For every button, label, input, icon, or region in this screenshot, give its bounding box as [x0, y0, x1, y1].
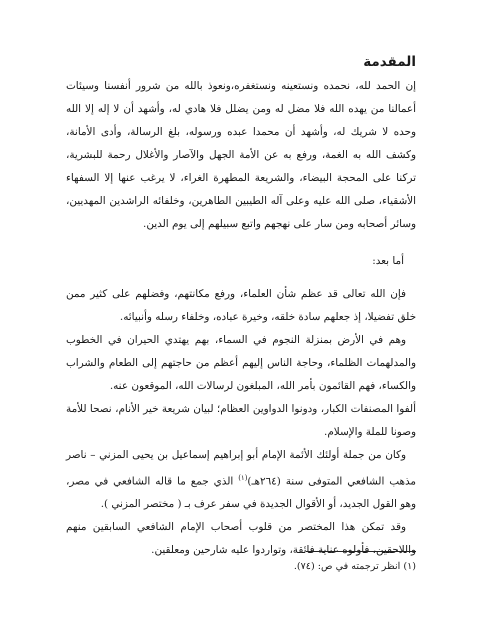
- footnote-marker: (١): [238, 474, 248, 482]
- page-title: المقدمة: [363, 54, 416, 70]
- intro-paragraph: إن الحمد لله، نحمده ونستعينه ونستغفره،ونعوذ بالله من شرور أنفسنا وسيئات أعمالنا من يهده الله فلا مضل له ومن يضلل فلا هادي له، وأشهد أن لا إله إلا الله وحده لا شريك له، وأشهد أن محمدا عبده ورسوله، بلغ الرسالة، وأدى الأمانة، وكشف الله به الغمة، ورفع به عن الأمة الجهل والآصار والأغلال رحمة للبشرية، تركنا على المحجة البيضاء، والشريعة المطهرة الغراء، لا يرغب عنها إلا السفهاء الأشقياء، صلى الله عليه وعلى آله الطيبين الطاهرين، وخلفائه الراشدين المهديين، وسائر أصحابه ومن سار على نهجهم واتبع سبيلهم إلى يوم الدين.: [66, 80, 416, 230]
- paragraph-scholars-stars: وهم في الأرض بمنزلة النجوم في السماء، بهم يهتدي الحيران في الخطوب والمدلهمات الظلماء، وحاجة الناس إليهم أعظم من حاجتهم إلى الطعام والشراب والكساء، فهم القائمون بأمر الله، المبلغون لرسالات الله، الموقعون عنه.: [66, 334, 416, 392]
- paragraph-scholars-works: ألفوا المصنفات الكبار، ودونوا الدواوين العظام؛ لبيان شريعة خير الأنام، نصحا للأمة وصونا للملة والإسلام.: [66, 403, 416, 438]
- spacer: [66, 273, 416, 283]
- footnote-text: (١) انظر ترجمته في ص: (٧٤).: [293, 561, 416, 572]
- paragraph-muzani: [66, 444, 416, 516]
- footnote-divider: [306, 551, 416, 552]
- paragraph-muzani-part2: الذي جمع ما قاله الشافعي في مصر، وهو القول الجديد، أو الأقوال الجديدة في سفر عرف بـ ( مختصر المزني ).: [66, 475, 416, 511]
- spacer: [66, 236, 416, 250]
- paragraph-scholars-status: فإن الله تعالى قد عظم شأن العلماء، ورفع مكانتهم، وفضلهم على كثير ممن خلق تفضيلا، إذ جعلهم سادة خلقه، وخيرة عباده، وخلفاء رسله وأنبيائه.: [66, 288, 416, 323]
- footnote-area: [66, 551, 416, 576]
- paragraph-mukhtasar: وقد تمكن هذا المختصر من قلوب أصحاب الإمام الشافعي السابقين منهم واللاحقين، فأولوه عناية فائقة، وتواردوا عليه شارحين ومعلقين.: [66, 521, 416, 557]
- paragraph-muzani-part1: وكان من جملة أولئك الأئمة الإمام أبو إبراهيم إسماعيل بن يحيى المزني – ناصر مذهب الشافعي المتوفى سنة (٢٦٤هـ): [66, 449, 416, 488]
- amma-baad-line: أما بعد:: [372, 255, 404, 267]
